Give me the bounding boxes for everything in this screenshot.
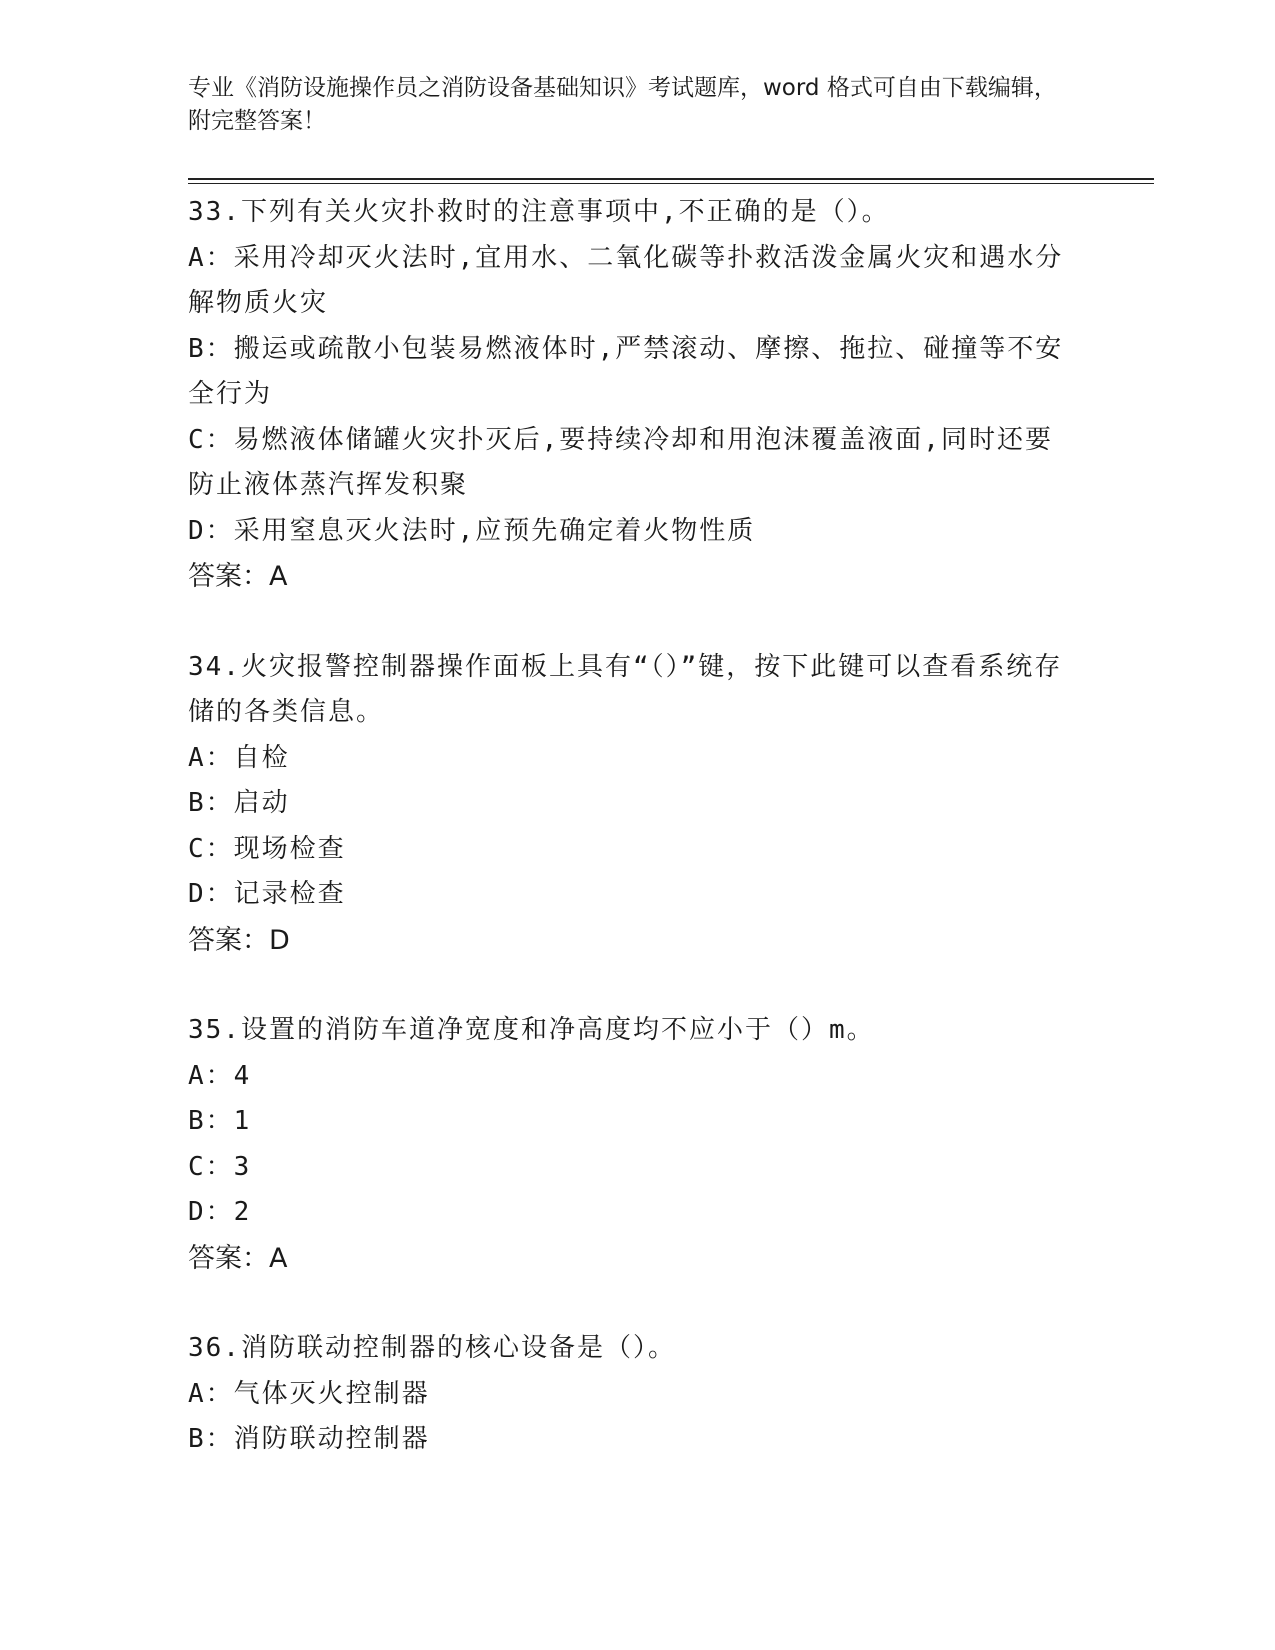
question-34 <box>188 645 1078 964</box>
option-b: B：1 <box>188 1106 252 1136</box>
question-stem: 36.消防联动控制器的核心设备是（）。 <box>188 1333 676 1363</box>
option-b: B：启动 <box>188 788 290 818</box>
question-list <box>188 190 1078 1463</box>
question-stem: 35.设置的消防车道净宽度和净高度均不应小于（）m。 <box>188 1015 875 1045</box>
option-a: A：采用冷却灭火法时,宜用水、二氧化碳等扑救活泼金属火灾和遇水分解物质火灾 <box>188 242 1064 318</box>
header-divider-thick <box>188 178 1154 180</box>
option-c: C：现场检查 <box>188 833 346 864</box>
option-b: B：消防联动控制器 <box>188 1424 430 1454</box>
question-35 <box>188 1008 1078 1281</box>
option-b: B：搬运或疏散小包装易燃液体时,严禁滚动、摩擦、拖拉、碰撞等不安全行为 <box>188 333 1064 409</box>
option-a: A：4 <box>188 1060 252 1091</box>
question-36 <box>188 1326 1078 1463</box>
question-stem: 33.下列有关火灾扑救时的注意事项中,不正确的是（）。 <box>188 197 890 227</box>
option-c: C：易燃液体储罐火灾扑灭后,要持续冷却和用泡沫覆盖液面,同时还要防止液体蒸汽挥发积聚 <box>188 424 1053 500</box>
option-d: D：记录检查 <box>188 879 346 909</box>
answer-line: 答案：D <box>188 924 290 956</box>
option-a: A：气体灭火控制器 <box>188 1378 430 1409</box>
answer-line: 答案：A <box>188 1242 288 1274</box>
option-d: D：2 <box>188 1197 252 1227</box>
question-33 <box>188 190 1078 600</box>
option-d: D：采用窒息灭火法时,应预先确定着火物性质 <box>188 515 756 546</box>
answer-line: 答案：A <box>188 561 288 592</box>
document-header: 专业《消防设施操作员之消防设备基础知识》考试题库，word 格式可自由下载编辑，附完整答案！ <box>188 75 1057 134</box>
option-c: C：3 <box>188 1151 252 1182</box>
option-a: A：自检 <box>188 742 290 773</box>
question-stem: 34.火灾报警控制器操作面板上具有“（）”键，按下此键可以查看系统存储的各类信息。 <box>188 651 1063 727</box>
header-divider-thin <box>188 183 1154 184</box>
